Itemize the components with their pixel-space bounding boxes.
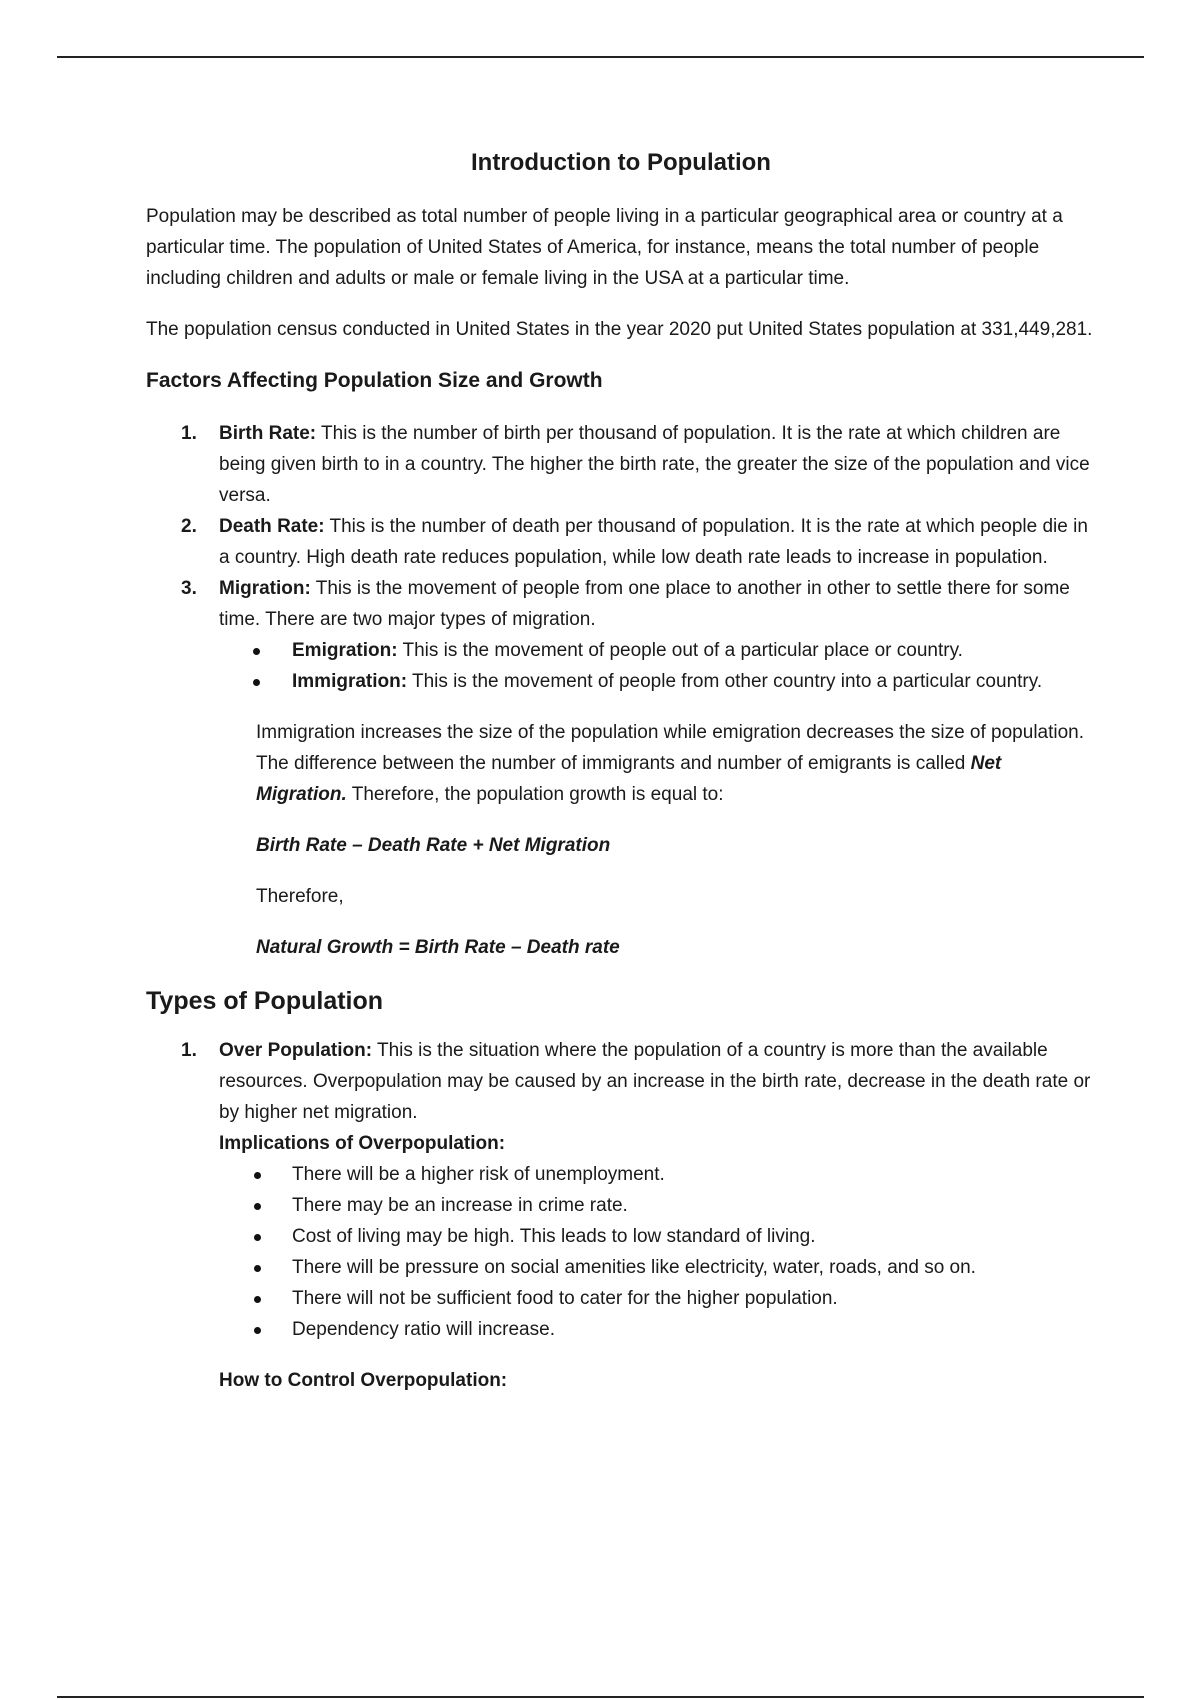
- implication-text: Dependency ratio will increase.: [292, 1319, 555, 1340]
- implication-text: There will be pressure on social amenities like electricity, water, roads, and so on.: [292, 1257, 976, 1278]
- bullet-icon: [254, 1234, 261, 1241]
- document-page: [146, 145, 1096, 1396]
- term-label: Migration:: [219, 578, 311, 599]
- list-item: [146, 573, 1096, 635]
- term-description: This is the situation where the population of a country is more than the available resources. Overpopulation may be caused by an increase in the birth rate, decrease in the death rate or by higher net migration.: [219, 1040, 1091, 1123]
- net-migration-term: Net Migration.: [256, 753, 1002, 805]
- term-label: Birth Rate:: [219, 423, 317, 444]
- implication-text: There will not be sufficient food to cater for the higher population.: [292, 1288, 838, 1309]
- list-item: [146, 666, 1096, 697]
- list-item: [219, 1314, 1096, 1345]
- list-item: [219, 1283, 1096, 1314]
- net-migration-block: [146, 717, 1096, 963]
- term-label: Death Rate:: [219, 516, 325, 537]
- list-number: 1.: [181, 1040, 197, 1061]
- net-migration-paragraph: [256, 717, 1096, 810]
- implications-list: [219, 1159, 1096, 1345]
- population-growth-formula: Birth Rate – Death Rate + Net Migration: [256, 835, 611, 856]
- list-item: [146, 1035, 1096, 1396]
- bullet-icon: [253, 679, 260, 686]
- term-label: Over Population:: [219, 1040, 373, 1061]
- term-label: Immigration:: [292, 671, 408, 692]
- term-label: Emigration:: [292, 640, 398, 661]
- list-item: [146, 511, 1096, 573]
- term-description: This is the movement of people from one place to another in other to settle there for some time. There are two major types of migration.: [219, 578, 1070, 630]
- list-number: 2.: [181, 516, 197, 537]
- factors-list: [146, 418, 1096, 635]
- bullet-icon: [253, 648, 260, 655]
- list-number: 1.: [181, 423, 197, 444]
- term-description: This is the movement of people from other country into a particular country.: [407, 671, 1043, 692]
- bullet-icon: [254, 1203, 261, 1210]
- page-title: Introduction to Population: [471, 149, 771, 176]
- migration-types-list: [146, 635, 1096, 697]
- implications-heading: Implications of Overpopulation:: [219, 1133, 506, 1154]
- implication-text: Cost of living may be high. This leads to low standard of living.: [292, 1226, 816, 1247]
- net-migration-text-after: Therefore, the population growth is equal to:: [346, 784, 724, 805]
- intro-paragraph: Population may be described as total number of people living in a particular geographical area or country at a particular time. The population of United States of America, for instance, means the total number of people including children and adults or male or female living in the USA at a particular time.: [146, 206, 1063, 289]
- term-description: This is the number of death per thousand of population. It is the rate at which people die in a country. High death rate reduces population, while low death rate leads to increase in population.: [219, 516, 1088, 568]
- list-item: [219, 1159, 1096, 1190]
- list-item: [146, 635, 1096, 666]
- list-item: [219, 1221, 1096, 1252]
- natural-growth-formula: Natural Growth = Birth Rate – Death rate: [256, 937, 620, 958]
- factors-heading: Factors Affecting Population Size and Growth: [146, 369, 603, 392]
- term-description: This is the movement of people out of a particular place or country.: [397, 640, 963, 661]
- implication-text: There will be a higher risk of unemployment.: [292, 1164, 665, 1185]
- control-heading: How to Control Overpopulation:: [219, 1370, 508, 1391]
- bullet-icon: [254, 1265, 261, 1272]
- list-number: 3.: [181, 578, 197, 599]
- footer-rule: [57, 1696, 1144, 1698]
- bullet-icon: [254, 1172, 261, 1179]
- therefore-text: Therefore,: [256, 886, 344, 907]
- term-description: This is the number of birth per thousand of population. It is the rate at which children are being given birth to in a country. The higher the birth rate, the greater the size of the population and vice versa.: [219, 423, 1090, 506]
- implication-text: There may be an increase in crime rate.: [292, 1195, 628, 1216]
- header-rule: [57, 56, 1144, 58]
- list-item: [219, 1190, 1096, 1221]
- bullet-icon: [254, 1296, 261, 1303]
- types-list: [146, 1035, 1096, 1396]
- bullet-icon: [254, 1327, 261, 1334]
- census-paragraph: The population census conducted in United States in the year 2020 put United States population at 331,449,281.: [146, 319, 1093, 340]
- list-item: [219, 1252, 1096, 1283]
- types-heading: Types of Population: [146, 987, 384, 1015]
- net-migration-text: Immigration increases the size of the population while emigration decreases the size of population. The difference between the number of immigrants and number of emigrants is called: [256, 722, 1085, 774]
- list-item: [146, 418, 1096, 511]
